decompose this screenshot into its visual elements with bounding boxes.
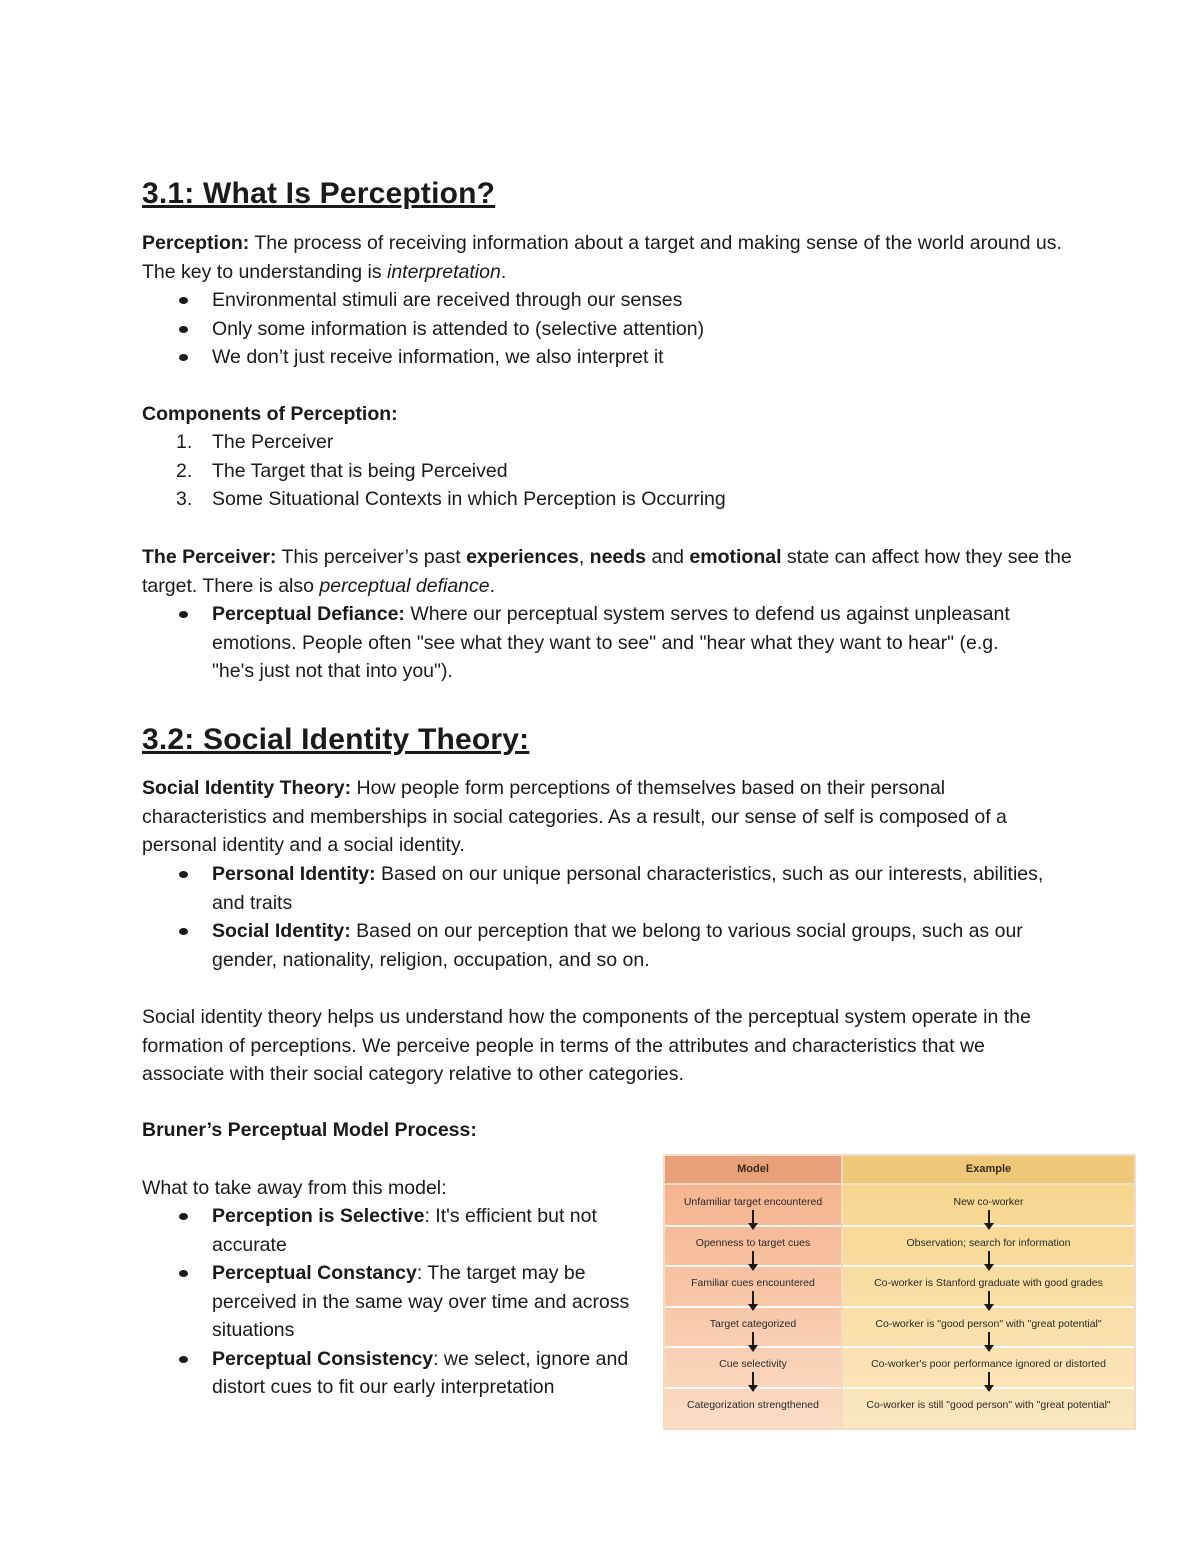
model-step (665, 1347, 841, 1387)
social-identity-term: Social Identity: (212, 920, 351, 942)
model-step-label: Cue selectivity (719, 1358, 787, 1370)
list-item (142, 1259, 642, 1345)
model-step-label: Openness to target cues (695, 1236, 811, 1249)
takeaway-text: : The target may be perceived in the same way over time and across situations (212, 1262, 630, 1341)
perception-term: Perception: (142, 232, 250, 254)
example-step (843, 1347, 1134, 1387)
example-step (843, 1307, 1134, 1347)
bullet-text: Environmental stimuli are received through our senses (212, 289, 683, 311)
list-item (142, 315, 1072, 344)
bullet-icon (179, 611, 188, 618)
interpretation-emphasis: interpretation (386, 260, 501, 283)
list-number: 2. (176, 459, 193, 482)
perceiver-text: and (646, 546, 690, 568)
definition-period: . (500, 260, 507, 283)
sit-explanation: Social identity theory helps us understand how the components of the perceptual system operate in the formation of perceptions. We perceive people in terms of the attributes and characteristics that we associate with their social category relative to other categories. (142, 1006, 1031, 1085)
perception-bullets (142, 286, 1072, 372)
bullet-icon (179, 1356, 188, 1363)
emotional-emphasis: emotional (689, 546, 782, 568)
sit-text: How people form perceptions of themselves based on their personal characteristics and memberships in social categories. As a result, our sense of self is composed of a personal identity and a social identity. (142, 777, 1007, 856)
takeaway-term: Perceptual Consistency (212, 1347, 434, 1370)
bruner-heading: Bruner’s Perceptual Model Process: (142, 1119, 477, 1141)
example-step-label: Co-worker is Stanford graduate with good grades (874, 1277, 1103, 1289)
perception-definition (142, 229, 1072, 286)
takeaway-text: : It's efficient but not accurate (212, 1205, 597, 1256)
perceiver-paragraph (142, 543, 1072, 600)
takeaway-term: Perceptual Constancy (212, 1262, 417, 1284)
perceptual-defiance-emphasis: perceptual defiance (319, 574, 490, 597)
list-item (142, 1202, 642, 1259)
takeaway-intro: What to take away from this model: (142, 1177, 447, 1199)
model-step-label: Familiar cues encountered (691, 1277, 815, 1289)
list-text: Some Situational Contexts in which Perception is Occurring (212, 488, 726, 510)
bullet-icon (179, 354, 188, 361)
model-step-label: Categorization strengthened (687, 1398, 819, 1411)
social-identity-text: Based on our perception that we belong to various social groups, such as our gender, nationality, religion, occupation, and so on. (212, 920, 1023, 971)
bullet-text: Only some information is attended to (selective attention) (212, 317, 705, 340)
model-step (665, 1266, 841, 1306)
sit-term: Social Identity Theory: (142, 777, 352, 799)
bruner-model-table (663, 1154, 1136, 1430)
experiences-emphasis: experiences (466, 546, 579, 568)
list-item (142, 286, 1072, 315)
list-number: 3. (176, 488, 193, 510)
bullet-icon (179, 871, 188, 878)
list-number: 1. (176, 431, 193, 453)
components-list (142, 428, 1072, 514)
example-step-label: Observation; search for information (906, 1236, 1071, 1249)
example-column-header (843, 1156, 1134, 1183)
example-header-label: Example (965, 1163, 1012, 1175)
example-step-label: Co-worker is "good person" with "great potential" (875, 1317, 1102, 1330)
sit-definition (142, 774, 1072, 860)
perception-definition-text: The process of receiving information about a target and making sense of the world around us. The key to understanding is (142, 232, 1062, 283)
perceiver-term: The Perceiver: (142, 546, 277, 568)
defiance-bullets (142, 600, 1022, 686)
perceiver-text: This perceiver’s past (276, 546, 467, 568)
list-text: The Target that is being Perceived (212, 459, 508, 482)
list-text: The Perceiver (212, 431, 334, 453)
perceiver-period: . (489, 574, 496, 597)
list-item (142, 600, 1022, 686)
example-column (843, 1185, 1134, 1428)
list-item (142, 428, 1072, 457)
personal-identity-text: Based on our unique personal characteristics, such as our interests, abilities, and traits (212, 863, 1044, 914)
list-item (142, 860, 1072, 917)
model-column (665, 1185, 841, 1428)
model-step (665, 1185, 841, 1225)
example-step-label: Co-worker is still "good person" with "great potential" (866, 1398, 1111, 1411)
model-header-label: Model (737, 1163, 769, 1175)
model-step (665, 1388, 841, 1428)
identity-bullets (142, 860, 1072, 974)
model-step-label: Target categorized (709, 1317, 797, 1330)
takeaway-text: : we select, ignore and distort cues to fit our early interpretation (212, 1347, 629, 1398)
takeaway-term: Perception is Selective (212, 1205, 425, 1227)
model-step (665, 1226, 841, 1266)
defiance-term: Perceptual Defiance: (212, 603, 405, 625)
bullet-icon (179, 1213, 188, 1220)
example-step (843, 1266, 1134, 1306)
example-step-label: Co-worker's poor performance ignored or distorted (871, 1358, 1106, 1370)
personal-identity-term: Personal Identity: (212, 863, 376, 885)
example-step (843, 1185, 1134, 1225)
list-item (142, 457, 1072, 486)
model-step-label: Unfamiliar target encountered (683, 1196, 823, 1208)
defiance-text: Where our perceptual system serves to defend us against unpleasant emotions. People often "see what they want to see" and "hear what they want to hear" (e.g. "he's just not that into you"). (212, 603, 1010, 682)
perceiver-text: state can affect how they see the target. There is also (142, 546, 1072, 597)
needs-emphasis: needs (589, 546, 647, 568)
list-item (142, 485, 1072, 514)
bullet-icon (179, 297, 188, 304)
bullet-icon (179, 1270, 188, 1277)
example-step-label: New co-worker (953, 1196, 1024, 1208)
list-item (142, 1345, 642, 1402)
heading-what-is-perception: 3.1: What Is Perception? (142, 177, 496, 210)
list-item (142, 343, 1072, 372)
example-step (843, 1388, 1134, 1428)
list-item (142, 917, 1072, 974)
bullet-icon (179, 326, 188, 333)
components-heading: Components of Perception: (142, 403, 398, 425)
heading-social-identity-theory: 3.2: Social Identity Theory: (142, 723, 530, 756)
model-column-header (665, 1156, 841, 1183)
bullet-icon (179, 928, 188, 935)
model-step (665, 1307, 841, 1347)
perceiver-text: , (578, 546, 590, 568)
bullet-text: We don’t just receive information, we also interpret it (212, 346, 664, 368)
takeaway-bullets (142, 1202, 642, 1402)
example-step (843, 1226, 1134, 1266)
